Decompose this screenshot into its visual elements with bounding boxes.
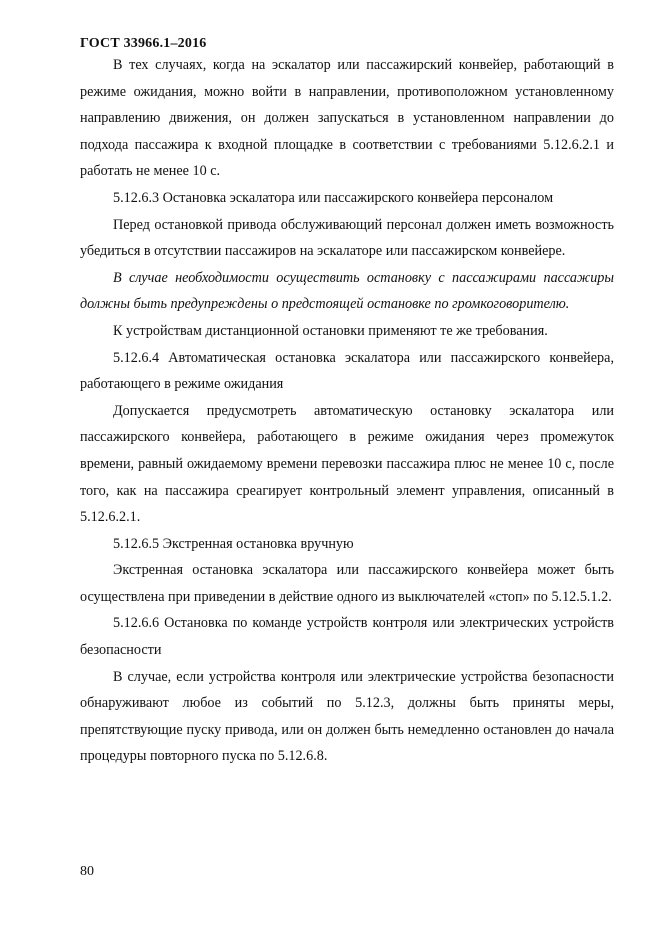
paragraph-reverse-entry: В тех случаях, когда на эскалатор или пассажирский конвейер, работающий в режиме ожидания, можно войти в направлении, противоположном установленному направлению движения, он должен запускаться в установленном направлении до подхода пассажира к входной площадке в соответствии с требованиями 5.12.6.2.1 и работать не менее 10 с.: [80, 57, 614, 180]
paragraph-safety-devices: В случае, если устройства контроля или электрические устройства безопасности обнаруживают любое из событий по 5.12.3, должны быть приняты меры, препятствующие пуску привода, или он должен быть немедленно остановлен до начала процедуры повторного пуска по 5.12.6.8.: [80, 668, 614, 765]
paragraph-staff-stop: Перед остановкой привода обслуживающий персонал должен иметь возможность убедиться в отсутствии пассажиров на эскалаторе или пассажирском конвейере.: [80, 216, 614, 260]
clause-5-12-6-6-heading: 5.12.6.6 Остановка по команде устройств контроля или электрических устройств безопасности: [80, 615, 614, 659]
paragraph-loudspeaker-warning: В случае необходимости осуществить остановку с пассажирами пассажиры должны быть предупреждены о предстоящей остановке по громкоговорителю.: [80, 269, 614, 313]
paragraph-emergency-stop: Экстренная остановка эскалатора или пассажирского конвейера может быть осуществлена при приведении в действие одного из выключателей «стоп» по 5.12.5.1.2.: [80, 562, 614, 605]
paragraph-remote-stop: К устройствам дистанционной остановки применяют те же требования.: [113, 322, 548, 339]
paragraph-automatic-stop: Допускается предусмотреть автоматическую остановку эскалатора или пассажирского конвейера, работающего в режиме ожидания через промежуток времени, равный ожидаемому времени перевозки пассажира плюс не менее 10 с, после того, как на пассажира среагирует контрольный элемент управления, описанный в 5.12.6.2.1.: [80, 402, 614, 526]
clause-5-12-6-5-heading: 5.12.6.5 Экстренная остановка вручную: [113, 535, 354, 552]
clause-5-12-6-3-heading: 5.12.6.3 Остановка эскалатора или пассажирского конвейера персоналом: [113, 189, 554, 206]
document-header: ГОСТ 33966.1–2016: [80, 36, 207, 51]
clause-5-12-6-4-heading: 5.12.6.4 Автоматическая остановка эскалатора или пассажирского конвейера, работающего в режиме ожидания: [80, 349, 614, 393]
page-number: 80: [80, 864, 94, 879]
page-body: [80, 52, 614, 770]
